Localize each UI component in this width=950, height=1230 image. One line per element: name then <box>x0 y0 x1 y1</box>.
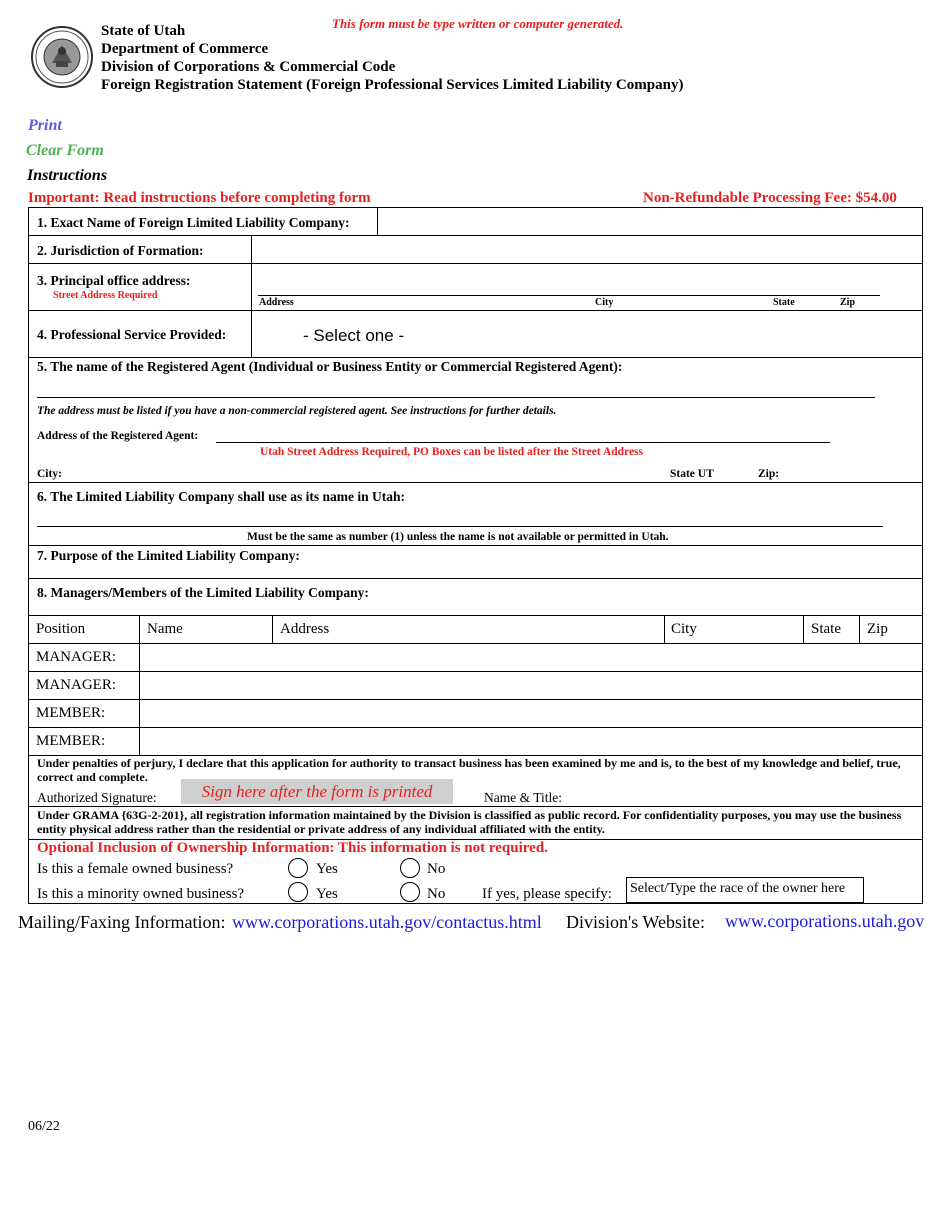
print-button[interactable]: Print <box>28 117 62 134</box>
col-name: Name <box>147 621 183 637</box>
field-7-label: 7. Purpose of the Limited Liability Company: <box>37 548 300 563</box>
agent-state-label: State UT <box>670 468 714 480</box>
utah-name-note: Must be the same as number (1) unless the name is not available or permitted in Utah. <box>247 531 669 543</box>
female-no-label: No <box>427 861 446 877</box>
purpose-input[interactable] <box>37 564 917 577</box>
state-seal-icon <box>30 25 94 89</box>
table-row-position: MANAGER: <box>36 677 117 693</box>
zip-label: Zip <box>840 297 856 308</box>
manager-2-input[interactable] <box>142 673 920 698</box>
field-1-label: 1. Exact Name of Foreign Limited Liability Company: <box>37 215 350 230</box>
agent-address-label: Address of the Registered Agent: <box>37 430 199 442</box>
col-address: Address <box>280 621 330 637</box>
minority-no-label: No <box>427 886 446 902</box>
name-title-label: Name & Title: <box>484 790 563 805</box>
grama-notice: Under GRAMA {63G-2-201}, all registration information maintained by the Division is classified as public record. For confidentiality purposes, you may use the business entity physical address rather than the residential or private address of any individual affiliated with the entity. <box>37 808 902 836</box>
field-4-label: 4. Professional Service Provided: <box>37 327 227 342</box>
city-label: City <box>595 297 614 308</box>
agent-zip-input[interactable] <box>782 464 912 481</box>
company-name-input[interactable] <box>380 209 920 234</box>
table-row-position: MANAGER: <box>36 649 117 665</box>
manager-1-input[interactable] <box>142 645 920 670</box>
address-label: Address <box>259 297 294 308</box>
agent-zip-label: Zip: <box>758 468 780 480</box>
member-2-input[interactable] <box>142 729 920 754</box>
race-select[interactable]: Select/Type the race of the owner here <box>626 877 864 903</box>
clear-form-button[interactable]: Clear Form <box>26 142 104 159</box>
field-3-label: 3. Principal office address: <box>37 273 191 288</box>
website-label: Division's Website: <box>566 912 705 932</box>
female-no-radio[interactable] <box>400 858 420 878</box>
col-city: City <box>671 621 697 637</box>
agent-city-label: City: <box>37 468 62 480</box>
contact-us-link[interactable]: www.corporations.utah.gov/contactus.html <box>232 912 542 932</box>
state-label: State <box>773 297 795 308</box>
female-yes-radio[interactable] <box>288 858 308 878</box>
table-row-position: MEMBER: <box>36 705 106 721</box>
agent-address-input[interactable] <box>216 424 830 442</box>
member-1-input[interactable] <box>142 701 920 726</box>
female-yes-label: Yes <box>316 861 338 877</box>
field-6-label: 6. The Limited Liability Company shall use as its name in Utah: <box>37 489 406 504</box>
revision-date: 06/22 <box>28 1119 60 1134</box>
ownership-title: Optional Inclusion of Ownership Information: This information is not required. <box>37 840 548 856</box>
agent-address-note: The address must be listed if you have a non-commercial registered agent. See instructions for further details. <box>37 405 557 417</box>
female-owned-question: Is this a female owned business? <box>37 861 234 877</box>
col-zip: Zip <box>867 621 888 637</box>
name-title-input[interactable] <box>567 784 917 804</box>
street-address-required-note: Street Address Required <box>53 290 158 301</box>
minority-yes-label: Yes <box>316 886 338 902</box>
header-department: Department of Commerce <box>101 41 269 57</box>
professional-service-select[interactable]: - Select one - <box>303 326 405 345</box>
processing-fee: Non-Refundable Processing Fee: $54.00 <box>643 190 897 206</box>
minority-owned-question: Is this a minority owned business? <box>37 886 245 902</box>
signature-field[interactable]: Sign here after the form is printed <box>181 779 453 804</box>
field-5-label: 5. The name of the Registered Agent (Individual or Business Entity or Commercial Registered Agent): <box>37 359 623 374</box>
col-state: State <box>811 621 841 637</box>
jurisdiction-input[interactable] <box>254 238 920 262</box>
utah-address-note: Utah Street Address Required, PO Boxes can be listed after the Street Address <box>260 446 643 458</box>
mailing-label: Mailing/Faxing Information: <box>18 912 226 932</box>
registered-agent-name-input[interactable] <box>37 376 875 396</box>
specify-label: If yes, please specify: <box>482 886 612 902</box>
header-form-title: Foreign Registration Statement (Foreign Professional Services Limited Liability Company) <box>101 77 684 93</box>
header-division: Division of Corporations & Commercial Code <box>101 59 396 75</box>
header-state: State of Utah <box>101 23 186 39</box>
division-website-link[interactable]: www.corporations.utah.gov <box>725 911 925 931</box>
utah-name-input[interactable] <box>37 506 883 525</box>
field-8-label: 8. Managers/Members of the Limited Liability Company: <box>37 585 369 600</box>
important-notice: Important: Read instructions before completing form <box>28 190 371 206</box>
minority-yes-radio[interactable] <box>288 882 308 902</box>
principal-address-input[interactable] <box>258 270 880 294</box>
perjury-statement: Under penalties of perjury, I declare that this application for authority to transact business has been examined by me and is, to the best of my knowledge and belief, true, correct and complete. <box>37 756 901 784</box>
field-2-label: 2. Jurisdiction of Formation: <box>37 243 204 258</box>
agent-city-input[interactable] <box>66 464 656 481</box>
typewritten-notice: This form must be type written or computer generated. <box>332 16 624 31</box>
table-row-position: MEMBER: <box>36 733 106 749</box>
instructions-link[interactable]: Instructions <box>27 167 108 184</box>
signature-label: Authorized Signature: <box>37 790 157 805</box>
minority-no-radio[interactable] <box>400 882 420 902</box>
col-position: Position <box>36 621 86 637</box>
